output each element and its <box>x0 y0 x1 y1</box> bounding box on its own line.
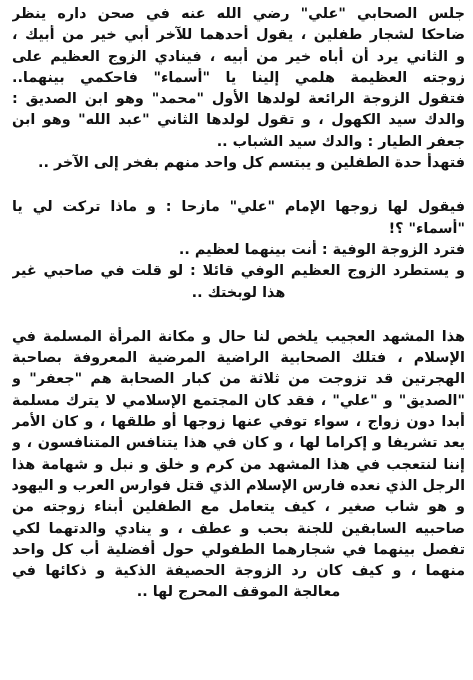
text-line: "أسماء" ؟! <box>388 220 465 237</box>
text-line: معالجة الموقف المحرج لها .. <box>136 584 341 601</box>
text-line: هذا لوبختك .. <box>191 284 286 301</box>
text-line: زوجته العظيمة هلمي إلينا يا "أسماء" فاحكمي بينهما.. <box>12 69 465 86</box>
text-line: و هو شاب صغير ، كيف يتعامل مع الطفلين أبناء زوجته من <box>12 499 465 516</box>
text-line: فترد الزوجة الوفية : أنت بينهما لعظيم .. <box>178 241 465 258</box>
paragraph-spacer <box>12 304 465 327</box>
text-line: هذا المشهد العجيب يلخص لنا حال و مكانة المرأة المسلمة في <box>12 328 465 345</box>
text-line: منهما ، و كيف كان رد الزوجة الحصيفة الذكية و ذكائها في <box>12 563 465 580</box>
paragraph-story-opening <box>12 4 465 174</box>
text-line: الإسلام ، فتلك الصحابية الراضية المرضية المعروفة بصاحبة <box>12 350 465 367</box>
paragraph-spacer <box>12 174 465 197</box>
text-line: تفصل بينهما في شجارهما الطفولي حول أفضلية أب كل واحد <box>12 541 465 558</box>
text-line: فيقول لها زوجها الإمام "علي" مازحا : و ماذا تركت لي يا <box>12 199 465 216</box>
paragraph-commentary <box>12 327 465 604</box>
text-line: "الصديق" و "علي" ، فقد كان المجتمع الإسلامي لا يترك مسلمة <box>12 392 465 409</box>
text-line: و يستطرد الزوج العظيم الوفي قائلا : لو قلت في صاحبي غير <box>12 263 465 280</box>
text-line: والدك سيد الكهول ، و تقول لولدها الثاني "عبد الله" وهو ابن <box>12 112 465 129</box>
text-line: جعفر الطيار : والدك سيد الشباب .. <box>216 133 465 150</box>
text-line: يعد تشريفا و إكراما لها ، و كان في هذا يتنافس المتنافسون ، و <box>12 435 465 452</box>
text-line: صاحبيه السابقين للجنة بحب و عطف ، و ينادي والدتهما لكي <box>12 520 465 537</box>
text-line: فتهدأ حدة الطفلين و يبتسم كل واحد منهم بفخر إلى الآخر .. <box>38 155 465 172</box>
text-line: إننا لنتعجب في هذا المشهد من كرم و خلق و نبل و شهامة هذا <box>12 456 465 473</box>
text-line: و الثاني يرد أن أباه خير من أبيه ، فينادي الزوج العظيم على <box>12 48 465 65</box>
text-line: جلس الصحابي "علي" رضي الله عنه في صحن داره ينظر <box>12 6 465 22</box>
paragraph-dialogue <box>12 197 465 303</box>
text-line: أبدا دون زواج ، سواء توفي عنها زوجها أو طلقها ، و كان الأمر <box>12 414 465 431</box>
text-line: فتقول الزوجة الرائعة لولدها الأول "محمد" وهو ابن الصديق : <box>12 91 465 108</box>
text-line: الهجرتين قد تزوجت من ثلاثة من كبار الصحابة هم "جعفر" و <box>12 371 465 388</box>
text-line: ضاحكا لشجار طفلين ، يقول أحدهما للآخر أبي خير من أبيك ، <box>12 27 465 44</box>
text-line: الرجل الذي نعده فارس الإسلام الذي قتل فوارس العرب و اليهود <box>12 477 465 494</box>
